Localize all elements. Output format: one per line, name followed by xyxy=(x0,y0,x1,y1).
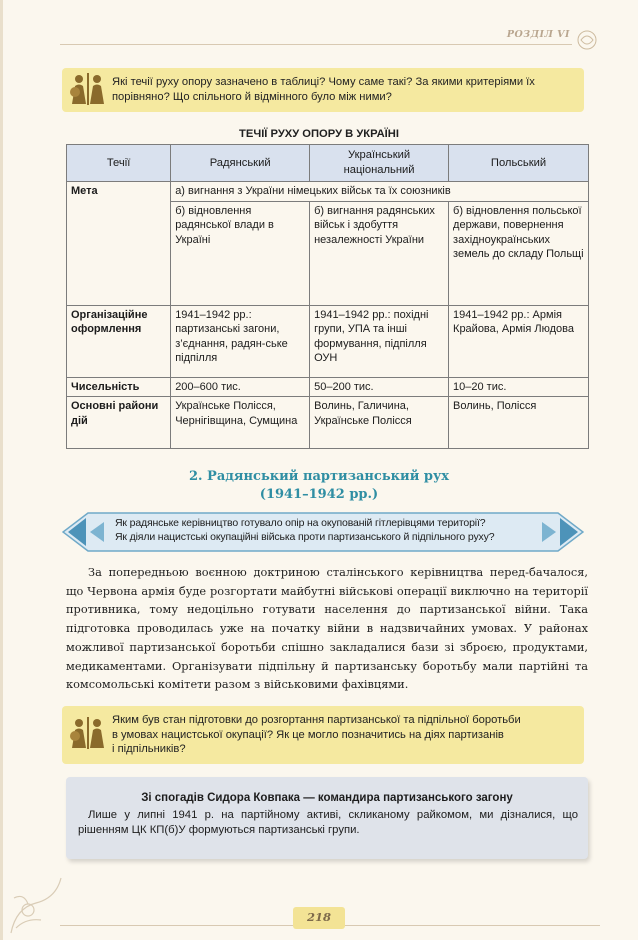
question-3-text xyxy=(112,713,582,757)
page-number: 218 xyxy=(306,910,331,924)
table-cell: Волинь, Полісся xyxy=(449,397,589,449)
col-header: Український національний xyxy=(310,145,449,182)
table-cell: 1941–1942 рр.: Армія Крайова, Армія Людова xyxy=(449,305,589,377)
col-header: Радянський xyxy=(171,145,310,182)
table-cell: 10–20 тис. xyxy=(449,377,589,397)
table-cell: б) відновлення радянської влади в Україні xyxy=(171,201,310,305)
section-heading-line: (1941–1942 рр.) xyxy=(259,487,379,502)
table-row-goal-common xyxy=(67,182,589,202)
warriors-icon xyxy=(66,70,112,108)
ornament-icon xyxy=(576,29,598,51)
ornament-icon xyxy=(6,868,66,938)
table-cell: б) вигнання радянських військ і здобуття незалежності України xyxy=(310,201,449,305)
table-row-strength xyxy=(67,377,589,397)
header-divider xyxy=(60,44,572,45)
table-header-row xyxy=(67,145,589,182)
table-row-areas xyxy=(67,397,589,449)
table-cell: а) вигнання з України німецьких військ та їх союзників xyxy=(171,182,589,202)
warriors-icon xyxy=(66,714,112,752)
table-cell: Українське Полісся, Чернігівщина, Сумщина xyxy=(171,397,310,449)
table-cell: 1941–1942 рр.: похідні групи, УПА та інші формування, підпілля ОУН xyxy=(310,305,449,377)
table-row-organization xyxy=(67,305,589,377)
section-label: РОЗДІЛ VI xyxy=(506,29,570,40)
table-title: ТЕЧІЇ РУХУ ОПОРУ В УКРАЇНІ xyxy=(239,128,399,140)
col-header: Течії xyxy=(67,145,171,182)
question-3-line: в умовах нацистської окупації? Як це могло позначитись на діях партизанів xyxy=(112,728,504,741)
question-2-line: Як діяли нацистські окупаційні війська проти партизанського й підпільного руху? xyxy=(115,531,495,543)
body-paragraph: За попередньою воєнною доктриною сталінського керівництва перед-бачалося, що Червона армія буде розгортати майбутні військові операції виключно на території противника, тому недоцільно готувати населення до партизанської війни. Така підготовка проводилась уже на початку війни в надзвичайних умовах. У районах можливої партизанської боротьби спішно закладалися бази зі зброєю, продуктами, медикаментами. Організувати підпільну й партизанську боротьбу мали партійні та комсомольські комітети разом з військовими фахівцями. xyxy=(66,565,588,692)
question-2-text xyxy=(115,516,555,544)
table-cell: 200–600 тис. xyxy=(171,377,310,397)
question-3-line: і підпільників? xyxy=(112,743,186,755)
table-cell: 1941–1942 рр.: партизанські загони, з’єднання, радян-ське підпілля xyxy=(171,305,310,377)
col-header: Польський xyxy=(449,145,589,182)
row-label: Чисельність xyxy=(67,377,171,397)
table-cell: 50–200 тис. xyxy=(310,377,449,397)
question-1-line: Які течії руху опору зазначено в таблиці? Чому саме такі? За якими критеріями їх xyxy=(112,76,535,88)
resistance-table xyxy=(66,144,589,449)
question-2-line: Як радянське керівництво готувало опір на окупованій гітлерівцями території? xyxy=(115,517,486,529)
table-cell: б) відновлення польської держави, повернення західноукраїнських земель до складу Польщі xyxy=(449,201,589,305)
question-1-text xyxy=(112,75,582,104)
table-cell: Волинь, Галичина, Українське Полісся xyxy=(310,397,449,449)
question-3-line: Яким був стан підготовки до розгортання партизанської та підпільної боротьби xyxy=(112,714,521,726)
memoir-title: Зі спогадів Сидора Ковпака — командира партизанського загону xyxy=(141,792,513,804)
row-label: Мета xyxy=(67,182,171,306)
section-heading-line: 2. Радянський партизанський рух xyxy=(188,469,450,484)
row-label: Основні райони дій xyxy=(67,397,171,449)
section-heading xyxy=(0,468,638,504)
row-label: Організаційне оформлення xyxy=(67,305,171,377)
memoir-text: Лише у липні 1941 р. на партійному активі, скликаному райкомом, ми дізналися, що рішенням ЦК КП(б)У формуються партизанські групи. xyxy=(78,809,578,836)
question-1-line: порівняно? Що спільного й відмінного було між ними? xyxy=(112,90,392,103)
